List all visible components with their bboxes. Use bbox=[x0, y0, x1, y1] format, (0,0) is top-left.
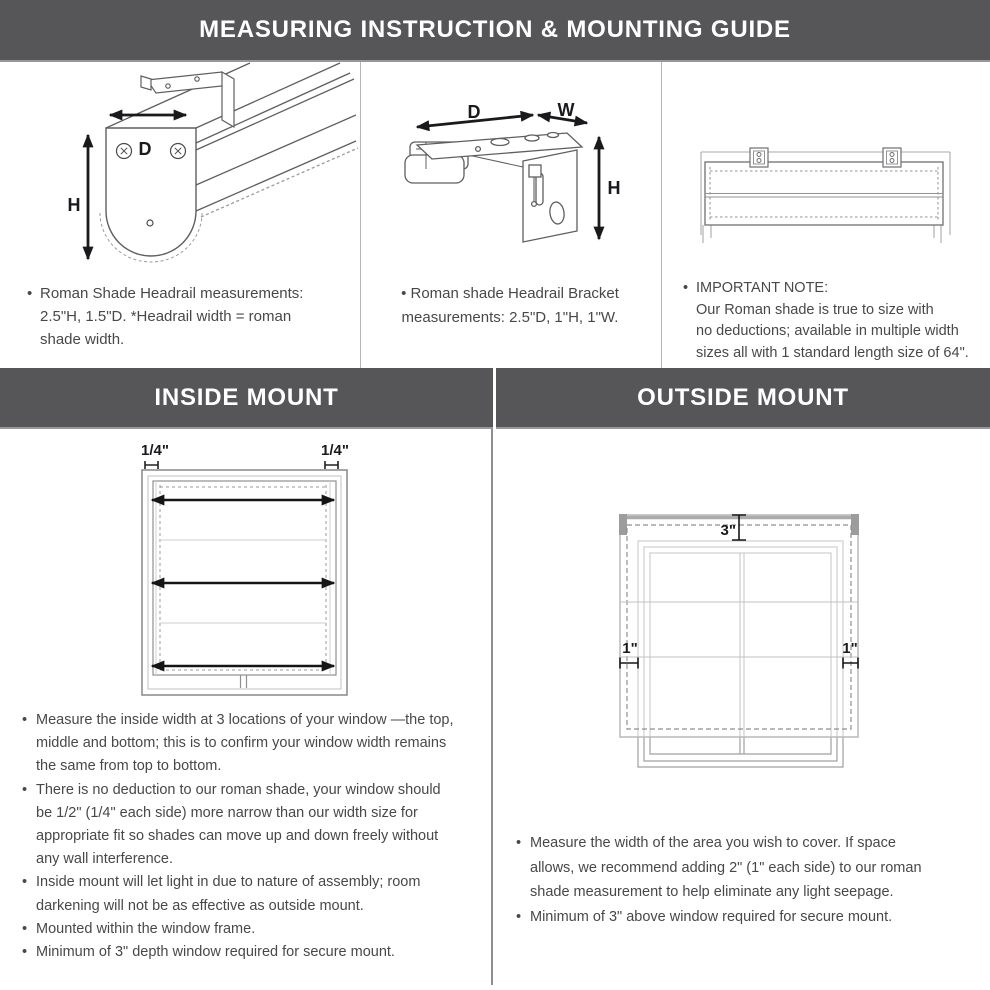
inside-mount-diagram bbox=[62, 437, 432, 712]
note-line: • Roman Shade Headrail measurements: bbox=[40, 282, 370, 305]
outside-mount-diagram bbox=[560, 500, 940, 790]
dim-label-d: D bbox=[467, 102, 481, 122]
list-item: • There is no deduction to our roman shade, your window should be 1/2" (1/4" each side) more narrow than our width size for appropriate fit so shades can move up and down freely without any wall interference. bbox=[22, 779, 492, 872]
shade-end-cap bbox=[851, 514, 859, 535]
headrail-front bbox=[705, 162, 943, 225]
outside-mount-banner bbox=[496, 368, 990, 429]
important-note-title: • IMPORTANT NOTE: bbox=[696, 278, 990, 300]
inside-mount-banner bbox=[0, 368, 493, 429]
list-item: • Measure the inside width at 3 locations of your window —the top, middle and bottom; this is to confirm your window width remains the same from top to bottom. bbox=[22, 709, 492, 779]
dim-label-d: D bbox=[138, 139, 152, 159]
list-item: • Minimum of 3" above window required for secure mount. bbox=[516, 905, 986, 930]
list-item: • Inside mount will let light in due to nature of assembly; room darkening will not be as effective as outside mount. bbox=[22, 871, 492, 917]
shade-end-cap bbox=[619, 514, 627, 535]
dim-label-h: H bbox=[607, 178, 621, 198]
inside-mount-heading: INSIDE MOUNT bbox=[154, 383, 339, 411]
bracket-body bbox=[405, 133, 582, 243]
note-line: no deductions; available in multiple width bbox=[696, 323, 959, 339]
note-line: measurements: 2.5"D, 1"H, 1"W. bbox=[401, 309, 619, 326]
note-line: shade width. bbox=[40, 331, 125, 348]
note-line: 2.5"H, 1.5"D. *Headrail width = roman bbox=[40, 308, 292, 325]
top-gap-label: 3" bbox=[720, 522, 736, 539]
window-below-shade bbox=[638, 737, 843, 767]
page-title: MEASURING INSTRUCTION & MOUNTING GUIDE bbox=[199, 16, 791, 43]
bracket-diagram bbox=[360, 63, 660, 281]
note-line: Our Roman shade is true to size with bbox=[696, 301, 934, 318]
headrail-diagram bbox=[0, 63, 360, 281]
note-line: sizes all with 1 standard length size of 64". bbox=[696, 344, 969, 361]
inside-mount-bullets bbox=[22, 709, 492, 964]
list-item: • Measure the width of the area you wish to cover. If space allows, we recommend adding 2" (1" each side) to our roman shade measurement to help eliminate any light seepage. bbox=[516, 831, 986, 905]
list-item: • Minimum of 3" depth window required for secure mount. bbox=[22, 941, 492, 964]
gap-measure-marks bbox=[145, 461, 338, 469]
dim-label-w: W bbox=[557, 100, 575, 120]
side-gap-label-left: 1" bbox=[622, 640, 638, 657]
bracket-note bbox=[368, 282, 652, 330]
headrail-note bbox=[27, 282, 370, 351]
mounted-headrail-diagram bbox=[660, 63, 990, 281]
list-item: • Mounted within the window frame. bbox=[22, 918, 492, 941]
note-line: • Roman shade Headrail Bracket bbox=[368, 282, 652, 306]
shade-fold-lines bbox=[620, 602, 858, 657]
measure-marks bbox=[620, 515, 858, 669]
important-note bbox=[683, 278, 990, 364]
side-gap-label-right: 1" bbox=[842, 640, 858, 657]
gap-label-right: 1/4" bbox=[321, 442, 349, 459]
main-title-banner bbox=[0, 0, 990, 62]
gap-label-left: 1/4" bbox=[141, 442, 169, 459]
window-behind-shade bbox=[638, 541, 843, 767]
outside-mount-bullets bbox=[516, 831, 986, 929]
dim-label-h: H bbox=[67, 195, 81, 215]
outside-mount-heading: OUTSIDE MOUNT bbox=[637, 383, 849, 411]
headrail-bracket-on-rail bbox=[141, 72, 234, 127]
